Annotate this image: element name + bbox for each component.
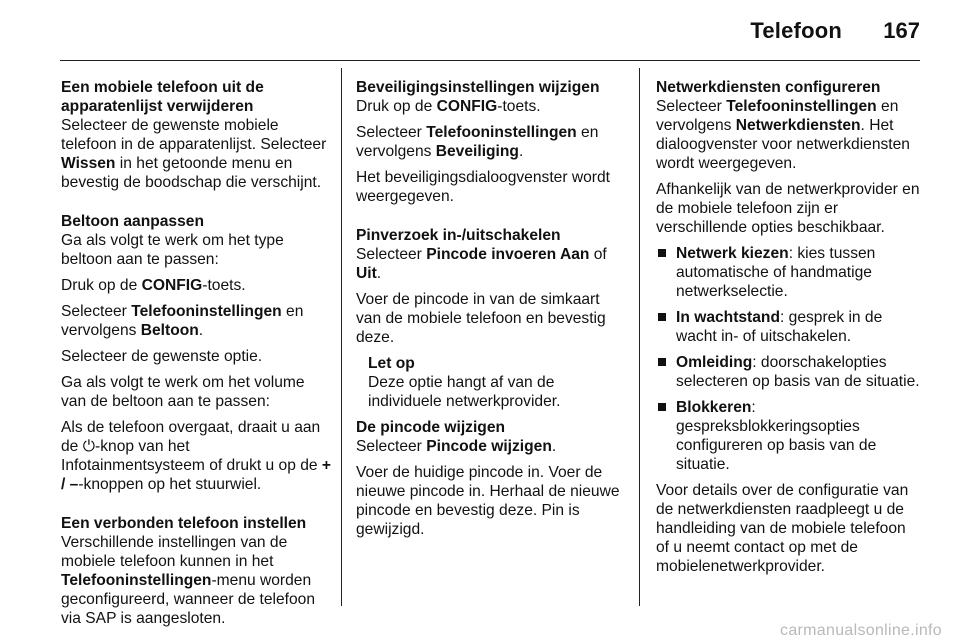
- text-run: of: [589, 246, 607, 263]
- text-run: Selecteer: [356, 246, 427, 263]
- column-divider-1: [341, 68, 342, 606]
- text-run: .: [198, 322, 204, 339]
- paragraph: Voer de pincode in van de simkaart van de mobiele telefoon en bevestig deze.: [356, 291, 606, 346]
- page-number: 167: [883, 18, 920, 43]
- page-header: [0, 0, 960, 60]
- text-run: : kies tussen automatische of handmatige netwerkselectie.: [676, 245, 876, 300]
- paragraph: [61, 276, 331, 295]
- menu-term: Netwerkdiensten: [735, 117, 861, 134]
- section-heading: Beveiligingsinstellingen wijzigen: [356, 79, 600, 96]
- list-item: [656, 244, 922, 301]
- menu-term: Blokkeren: [676, 399, 752, 416]
- text-run: Selecteer: [61, 303, 132, 320]
- column-divider-2: [639, 68, 640, 606]
- text-run: -menu worden geconfigureerd, wanneer de telefoon via SAP is aangesloten.: [61, 572, 316, 627]
- list-item: [656, 353, 922, 391]
- button-term: CONFIG: [436, 98, 498, 115]
- paragraph: Afhankelijk van de netwerkprovider en de mobiele telefoon zijn er verschillende opties beschikbaar.: [656, 181, 920, 236]
- text-run: -toets.: [497, 98, 541, 115]
- paragraph: Ga als volgt te werk om het type beltoon aan te passen:: [61, 232, 284, 268]
- menu-term: Telefooninstellingen: [131, 303, 282, 320]
- menu-term: Pincode wijzigen: [426, 438, 552, 455]
- menu-term: Pincode invoeren Aan: [426, 246, 590, 263]
- text-run: en vervolgens: [656, 98, 899, 134]
- paragraph: [61, 418, 331, 494]
- paragraph: Selecteer de gewenste optie.: [61, 348, 263, 365]
- paragraph: Voor details over de configuratie van de netwerkdiensten raadpleegt u de handleiding van de mobiele telefoon of u neemt contact op met de mobielenetwerkprovider.: [656, 482, 909, 575]
- menu-term: Telefooninstellingen: [61, 572, 212, 589]
- note-heading: Let op: [368, 355, 415, 372]
- button-term: + / –: [61, 457, 332, 493]
- page-title: Telefoon: [750, 18, 842, 43]
- column-1: [61, 78, 331, 635]
- menu-term: Netwerk kiezen: [676, 245, 789, 262]
- text-run: in het getoonde menu en bevestig de boodschap die verschijnt.: [61, 155, 322, 191]
- menu-term: Telefooninstellingen: [426, 124, 577, 141]
- text-run: -toets.: [202, 277, 246, 294]
- bullet-square-icon: [658, 358, 666, 366]
- column-2: [356, 78, 626, 546]
- text-run: : gesprek in de wacht in- of uitschakelen.: [676, 309, 883, 345]
- menu-term: In wachtstand: [676, 309, 780, 326]
- text-run: -knop van het Infotainmentsysteem of drukt u op de: [61, 438, 322, 474]
- column-3: [656, 78, 922, 583]
- paragraph: [61, 302, 331, 340]
- power-knob-icon: ⏻: [82, 438, 96, 455]
- paragraph: [61, 116, 331, 192]
- text-run: .: [376, 265, 382, 282]
- text-run: -knoppen op het stuurwiel.: [78, 476, 262, 493]
- section-heading: Pinverzoek in-/uitschakelen: [356, 227, 561, 244]
- menu-term: Wissen: [61, 155, 116, 172]
- list-item: [656, 308, 922, 346]
- text-run: : doorschakelopties selecteren op basis van de situatie.: [676, 354, 920, 390]
- paragraph: Het beveiligingsdialoogvenster wordt weergegeven.: [356, 169, 610, 205]
- button-term: CONFIG: [141, 277, 203, 294]
- text-run: Als de telefoon overgaat, draait u aan de: [61, 419, 321, 455]
- text-run: .: [518, 143, 524, 160]
- paragraph: [356, 123, 626, 161]
- text-run: Verschillende instellingen van de mobiele telefoon kunnen in het: [61, 534, 288, 570]
- text-run: Druk op de: [356, 98, 437, 115]
- text-run: . Het dialoogvenster voor netwerkdiensten wordt weergegeven.: [656, 117, 910, 172]
- menu-term: Beltoon: [140, 322, 199, 339]
- list-item: [656, 398, 922, 474]
- paragraph: [356, 245, 626, 283]
- section-heading: De pincode wijzigen: [356, 419, 506, 436]
- header-divider: [60, 60, 920, 61]
- watermark: carmanualsonline.info: [780, 622, 942, 639]
- bullet-square-icon: [658, 313, 666, 321]
- paragraph: [61, 533, 331, 628]
- text-run: : gespreksblokkeringsopties configureren op basis van de situatie.: [676, 399, 877, 473]
- paragraph: [656, 97, 922, 173]
- menu-term: Omleiding: [676, 354, 753, 371]
- text-run: en vervolgens: [356, 124, 599, 160]
- bullet-square-icon: [658, 249, 666, 257]
- menu-term: Uit: [356, 265, 377, 282]
- paragraph: [356, 97, 626, 116]
- text-run: .: [551, 438, 557, 455]
- paragraph: [356, 437, 626, 456]
- text-run: Selecteer: [356, 124, 427, 141]
- note-box: [356, 354, 626, 411]
- text-run: Selecteer de gewenste mobiele telefoon in de apparatenlijst. Selecteer: [61, 117, 327, 153]
- note-text: Deze optie hangt af van de individuele netwerkprovider.: [368, 374, 561, 410]
- text-run: Selecteer: [656, 98, 727, 115]
- section-heading: Beltoon aanpassen: [61, 213, 204, 230]
- section-heading: Een verbonden telefoon instellen: [61, 515, 307, 532]
- paragraph: Voer de huidige pincode in. Voer de nieuwe pincode in. Herhaal de nieuwe pincode en bevestig deze. Pin is gewijzigd.: [356, 464, 620, 538]
- text-run: en vervolgens: [61, 303, 304, 339]
- menu-term: Telefooninstellingen: [726, 98, 877, 115]
- section-heading: Netwerkdiensten configureren: [656, 79, 881, 96]
- paragraph: Ga als volgt te werk om het volume van de beltoon aan te passen:: [61, 374, 305, 410]
- bullet-square-icon: [658, 403, 666, 411]
- text-run: Selecteer: [356, 438, 427, 455]
- menu-term: Beveiliging: [435, 143, 519, 160]
- section-heading: Een mobiele telefoon uit de apparatenlijst verwijderen: [61, 79, 264, 115]
- text-run: Druk op de: [61, 277, 142, 294]
